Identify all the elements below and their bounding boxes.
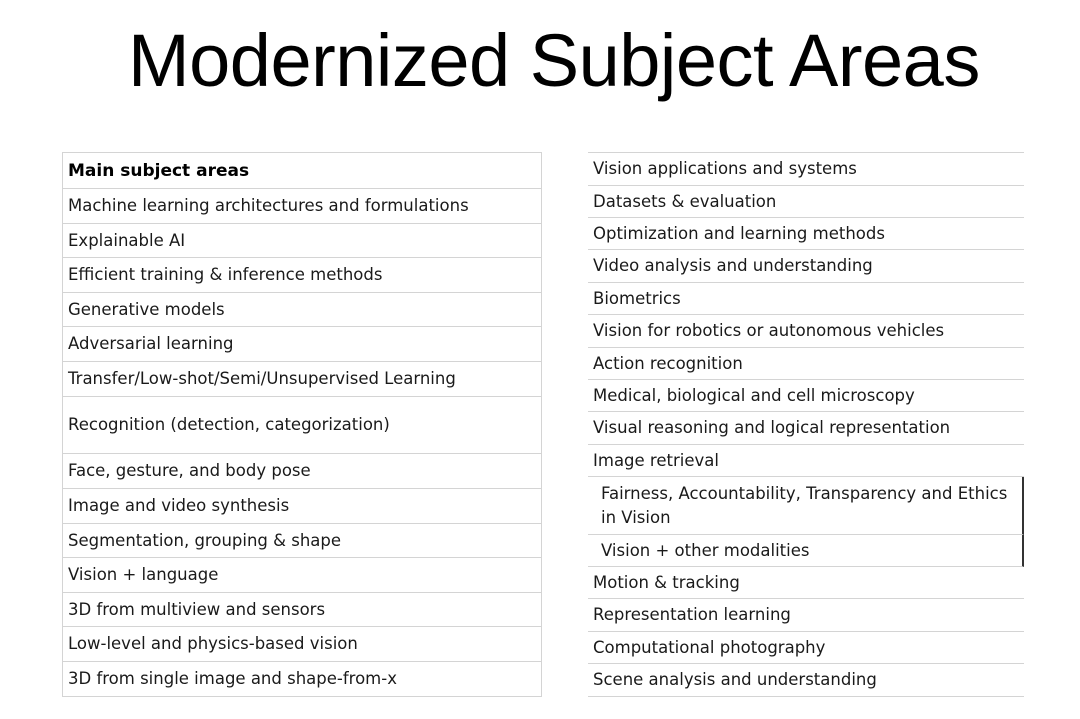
table-row: Biometrics — [588, 283, 1024, 315]
table-row: Vision applications and systems — [588, 153, 1024, 186]
table-row: Fairness, Accountability, Transparency and Ethics in Vision — [588, 477, 1024, 535]
table-row: Video analysis and understanding — [588, 250, 1024, 283]
table-row: Generative models — [63, 293, 541, 327]
table-row: Adversarial learning — [63, 327, 541, 362]
table-row: Image and video synthesis — [63, 489, 541, 524]
table-row: Transfer/Low-shot/Semi/Unsupervised Learning — [63, 362, 541, 397]
table-row: Optimization and learning methods — [588, 218, 1024, 250]
table-row: Medical, biological and cell microscopy — [588, 380, 1024, 412]
table-row: Visual reasoning and logical representation — [588, 412, 1024, 445]
table-row: Action recognition — [588, 348, 1024, 380]
table-row: Segmentation, grouping & shape — [63, 524, 541, 558]
table-row: Efficient training & inference methods — [63, 258, 541, 293]
table-row: Motion & tracking — [588, 567, 1024, 599]
table-header: Main subject areas — [63, 153, 541, 189]
right-subject-table — [588, 152, 1024, 697]
left-subject-table — [62, 152, 542, 697]
table-row: Vision for robotics or autonomous vehicles — [588, 315, 1024, 348]
table-row: Scene analysis and understanding — [593, 670, 877, 689]
table-row: Image retrieval — [588, 445, 1024, 477]
table-row: Datasets & evaluation — [588, 186, 1024, 218]
table-row: Vision + other modalities — [588, 535, 1024, 567]
table-row: Vision + language — [63, 558, 541, 593]
slide-title: Modernized Subject Areas — [128, 19, 980, 102]
table-row: Face, gesture, and body pose — [63, 454, 541, 489]
table-row: Representation learning — [588, 599, 1024, 632]
table-row: Explainable AI — [63, 224, 541, 258]
table-row: Machine learning architectures and formulations — [63, 189, 541, 224]
table-row: Computational photography — [588, 632, 1024, 664]
table-row: Low-level and physics-based vision — [63, 627, 541, 662]
table-row: Recognition (detection, categorization) — [63, 397, 541, 454]
table-row: 3D from multiview and sensors — [63, 593, 541, 627]
table-row: 3D from single image and shape-from-x — [68, 669, 397, 688]
